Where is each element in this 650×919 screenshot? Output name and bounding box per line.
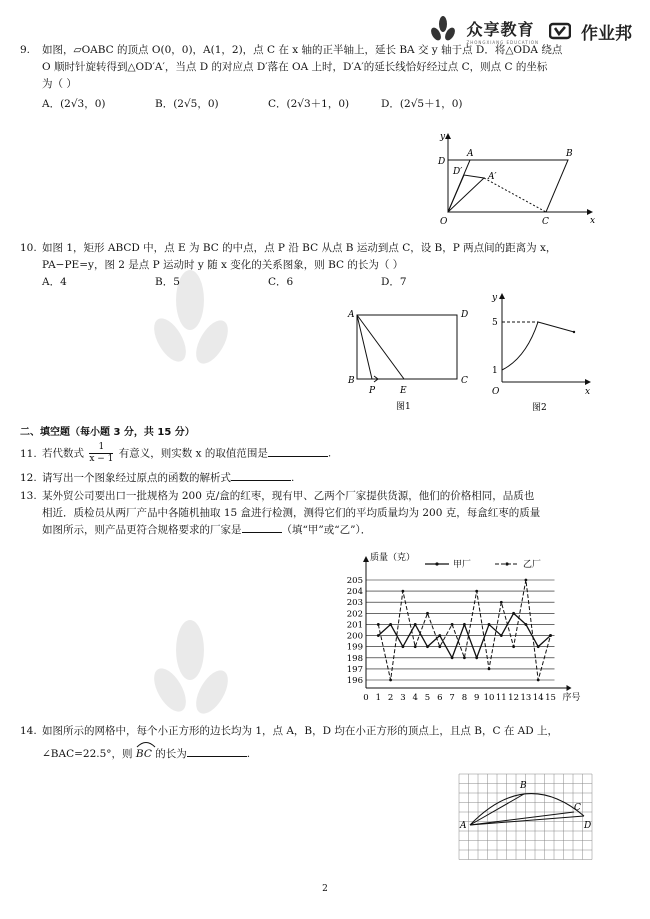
data-point bbox=[438, 634, 441, 637]
q9-option-b: B．(2√5，0) bbox=[155, 98, 219, 110]
q9-label-a: A bbox=[467, 149, 474, 159]
x-tick-label: 9 bbox=[473, 693, 480, 703]
fig1-label-e: E bbox=[400, 386, 407, 396]
y-tick-label: 201 bbox=[346, 620, 363, 631]
x-tick-label: 2 bbox=[387, 693, 394, 703]
data-point bbox=[500, 634, 503, 637]
q10-options bbox=[20, 274, 620, 291]
data-point bbox=[389, 623, 392, 626]
data-point bbox=[414, 645, 417, 648]
q9-label-aprime: A′ bbox=[488, 172, 497, 182]
data-point bbox=[537, 679, 540, 682]
data-point bbox=[463, 656, 466, 659]
section-title: 二、填空题（每小题 3 分，共 15 分） bbox=[20, 427, 195, 438]
y-tick-label: 199 bbox=[346, 642, 363, 653]
data-point bbox=[377, 623, 380, 626]
q14-grid-figure bbox=[456, 772, 606, 872]
q10-option-a: A．4 bbox=[42, 276, 67, 288]
q9-option-a: A．(2√3，0) bbox=[42, 98, 106, 110]
data-point bbox=[438, 645, 441, 648]
page-number: 2 bbox=[322, 884, 328, 894]
x-tick-label: 8 bbox=[461, 693, 468, 703]
x-tick-label: 10 bbox=[483, 693, 495, 703]
q10-figure-2 bbox=[480, 290, 600, 415]
q9-figure bbox=[420, 128, 600, 228]
x-tick-label: 11 bbox=[495, 693, 507, 703]
q10-figure-1 bbox=[340, 305, 480, 415]
y-tick-label: 204 bbox=[346, 587, 363, 598]
q10-option-b: B．5 bbox=[155, 276, 180, 288]
q9-label-c: C bbox=[542, 217, 549, 227]
question-10: 10. 如图 1，矩形 ABCD 中，点 E 为 BC 的中点，点 P 沿 BC 从点 B 运动到点 C，设 B，P 两点间的距离为 x， PA−PE=y，图 2 是点 P 运动时 y 随 x 变化的关系图象，则 BC 的长为（ ） A．4 B．5 C．6 D．7 bbox=[20, 240, 620, 291]
data-point bbox=[463, 623, 466, 626]
y-tick-label: 205 bbox=[346, 576, 363, 586]
fig1-label-c: C bbox=[461, 376, 468, 386]
fig1-label-p: P bbox=[369, 386, 376, 396]
q12-blank[interactable] bbox=[231, 470, 291, 481]
data-point bbox=[451, 623, 454, 626]
data-point bbox=[426, 645, 429, 648]
q14-arc-bc: BC bbox=[136, 746, 152, 763]
zuoyebang-logo-icon bbox=[549, 22, 571, 40]
x-axis-arrow-icon bbox=[567, 685, 572, 691]
y-tick-label: 196 bbox=[346, 676, 363, 686]
brand-zhongxiang: 众享教育 ZHONGXIANG EDUCATION bbox=[466, 20, 539, 45]
q14-blank[interactable] bbox=[187, 746, 247, 757]
y-tick-label: 197 bbox=[346, 664, 363, 675]
x-tick-label: 5 bbox=[424, 693, 431, 703]
q10-option-d: D．7 bbox=[381, 276, 407, 288]
data-point bbox=[389, 679, 392, 682]
q9-label-d: D bbox=[438, 157, 446, 167]
fig1-label-b: B bbox=[348, 376, 355, 386]
fig2-label-x: x bbox=[585, 387, 591, 397]
q10-option-c: C．6 bbox=[268, 276, 294, 288]
y-tick-label: 200 bbox=[346, 631, 363, 642]
fig2-label-o: O bbox=[492, 387, 500, 397]
question-13: 13. 某外贸公司要出口一批规格为 200 克/盒的红枣，现有甲、乙两个厂家提供货源，他们的价格相同，品质也 相近．质检员从两厂产品中各随机抽取 15 盒进行检测，测得它们的平均质量均为 200 克，每盒红枣的质量 如图所示，则产品更符合规格要求的厂家是 （填“甲”或“乙”）． bbox=[20, 490, 541, 536]
fig2-label-y: y bbox=[492, 293, 498, 303]
y-tick-label: 202 bbox=[346, 609, 363, 620]
data-point bbox=[525, 579, 528, 582]
q13-line-chart bbox=[330, 548, 600, 708]
data-point bbox=[402, 645, 405, 648]
q9-option-c: C．(2√3＋1，0) bbox=[268, 98, 350, 110]
y-tick-label: 203 bbox=[346, 598, 363, 609]
data-point bbox=[512, 645, 515, 648]
x-tick-label: 4 bbox=[412, 693, 418, 703]
data-point bbox=[402, 590, 405, 593]
brand-zuoyebang: 作业邦 bbox=[581, 23, 632, 44]
data-point bbox=[512, 612, 515, 615]
data-point bbox=[475, 656, 478, 659]
data-point bbox=[377, 634, 380, 637]
fig1-label-d: D bbox=[461, 310, 469, 320]
fig1-label-a: A bbox=[348, 310, 355, 320]
data-point bbox=[537, 645, 540, 648]
data-point bbox=[451, 656, 454, 659]
x-tick-label: 7 bbox=[449, 693, 455, 703]
data-point bbox=[488, 623, 491, 626]
q9-label-dprime: D′ bbox=[453, 167, 463, 177]
data-point bbox=[549, 634, 552, 637]
q9-label-y: y bbox=[440, 132, 446, 142]
y-axis-arrow-icon bbox=[363, 556, 369, 562]
fig1-caption: 图1 bbox=[396, 402, 411, 412]
y-axis-label: 质量（克） bbox=[370, 553, 416, 563]
fig2-label-1: 1 bbox=[492, 366, 498, 376]
data-point bbox=[525, 623, 528, 626]
x-tick-label: 13 bbox=[520, 693, 532, 703]
series-line-yi bbox=[378, 580, 550, 680]
q11-blank[interactable] bbox=[268, 446, 328, 457]
question-9: 9. 如图，▱OABC 的顶点 O(0，0)，A(1，2)，点 C 在 x 轴的正半轴上，延长 BA 交 y 轴于点 D．将△ODA 绕点 O 顺时针旋转得到△OD′A′，当点 D 的对应点 D′落在 OA 上时，D′A′的延长线恰好经过点 C，则点 C 的坐标 为（ ） A．(2√3，0) B．(2√5，0) C．(2√3＋1，0) D．(2√5＋1，0) bbox=[20, 42, 620, 113]
x-tick-label: 6 bbox=[437, 693, 443, 703]
fig2-caption: 图2 bbox=[532, 403, 547, 413]
q9-option-d: D．(2√5＋1，0) bbox=[381, 98, 463, 110]
q13-blank[interactable] bbox=[242, 522, 282, 533]
data-point bbox=[500, 601, 503, 604]
q9-label-o: O bbox=[440, 217, 448, 227]
question-12: 12. 请写出一个图象经过原点的函数的解析式 . bbox=[20, 472, 295, 484]
x-tick-label: 15 bbox=[545, 693, 556, 703]
q14-label-d: D bbox=[584, 821, 592, 831]
q9-label-b: B bbox=[566, 149, 573, 159]
legend-label-yi: 乙厂 bbox=[523, 560, 542, 570]
data-point bbox=[488, 667, 491, 670]
q14-label-b: B bbox=[520, 781, 527, 791]
fig2-label-5: 5 bbox=[492, 318, 498, 328]
data-point bbox=[426, 612, 429, 615]
data-point bbox=[414, 623, 417, 626]
q9-options bbox=[20, 96, 620, 113]
y-tick-label: 198 bbox=[346, 653, 363, 664]
q11-fraction: $\frac{1}{x - 1}$ bbox=[89, 442, 114, 464]
q9-label-x: x bbox=[590, 216, 596, 226]
x-tick-label: 14 bbox=[532, 693, 544, 703]
q14-label-c: C bbox=[574, 803, 581, 813]
x-tick-label: 0 bbox=[363, 693, 369, 703]
legend-marker-jia bbox=[435, 562, 438, 565]
x-tick-label: 1 bbox=[375, 693, 382, 703]
data-point bbox=[475, 590, 478, 593]
x-tick-label: 12 bbox=[508, 693, 520, 703]
question-14: 14. 如图所示的网格中，每个小正方形的边长均为 1，点 A，B，D 均在小正方形的顶点上，且点 B，C 在 AD 上， ∠BAC=22.5°，则 BC 的长为 . bbox=[20, 723, 620, 763]
question-11: 11. 若代数式 $\frac{1}{x - 1}$ 有意义，则实数 x 的取值范围是 . bbox=[20, 442, 332, 464]
x-tick-label: 3 bbox=[400, 693, 406, 703]
legend-marker-yi bbox=[505, 562, 508, 565]
x-axis-label: 序号 bbox=[562, 693, 581, 703]
legend-label-jia: 甲厂 bbox=[453, 560, 472, 570]
q14-label-a: A bbox=[460, 821, 467, 831]
